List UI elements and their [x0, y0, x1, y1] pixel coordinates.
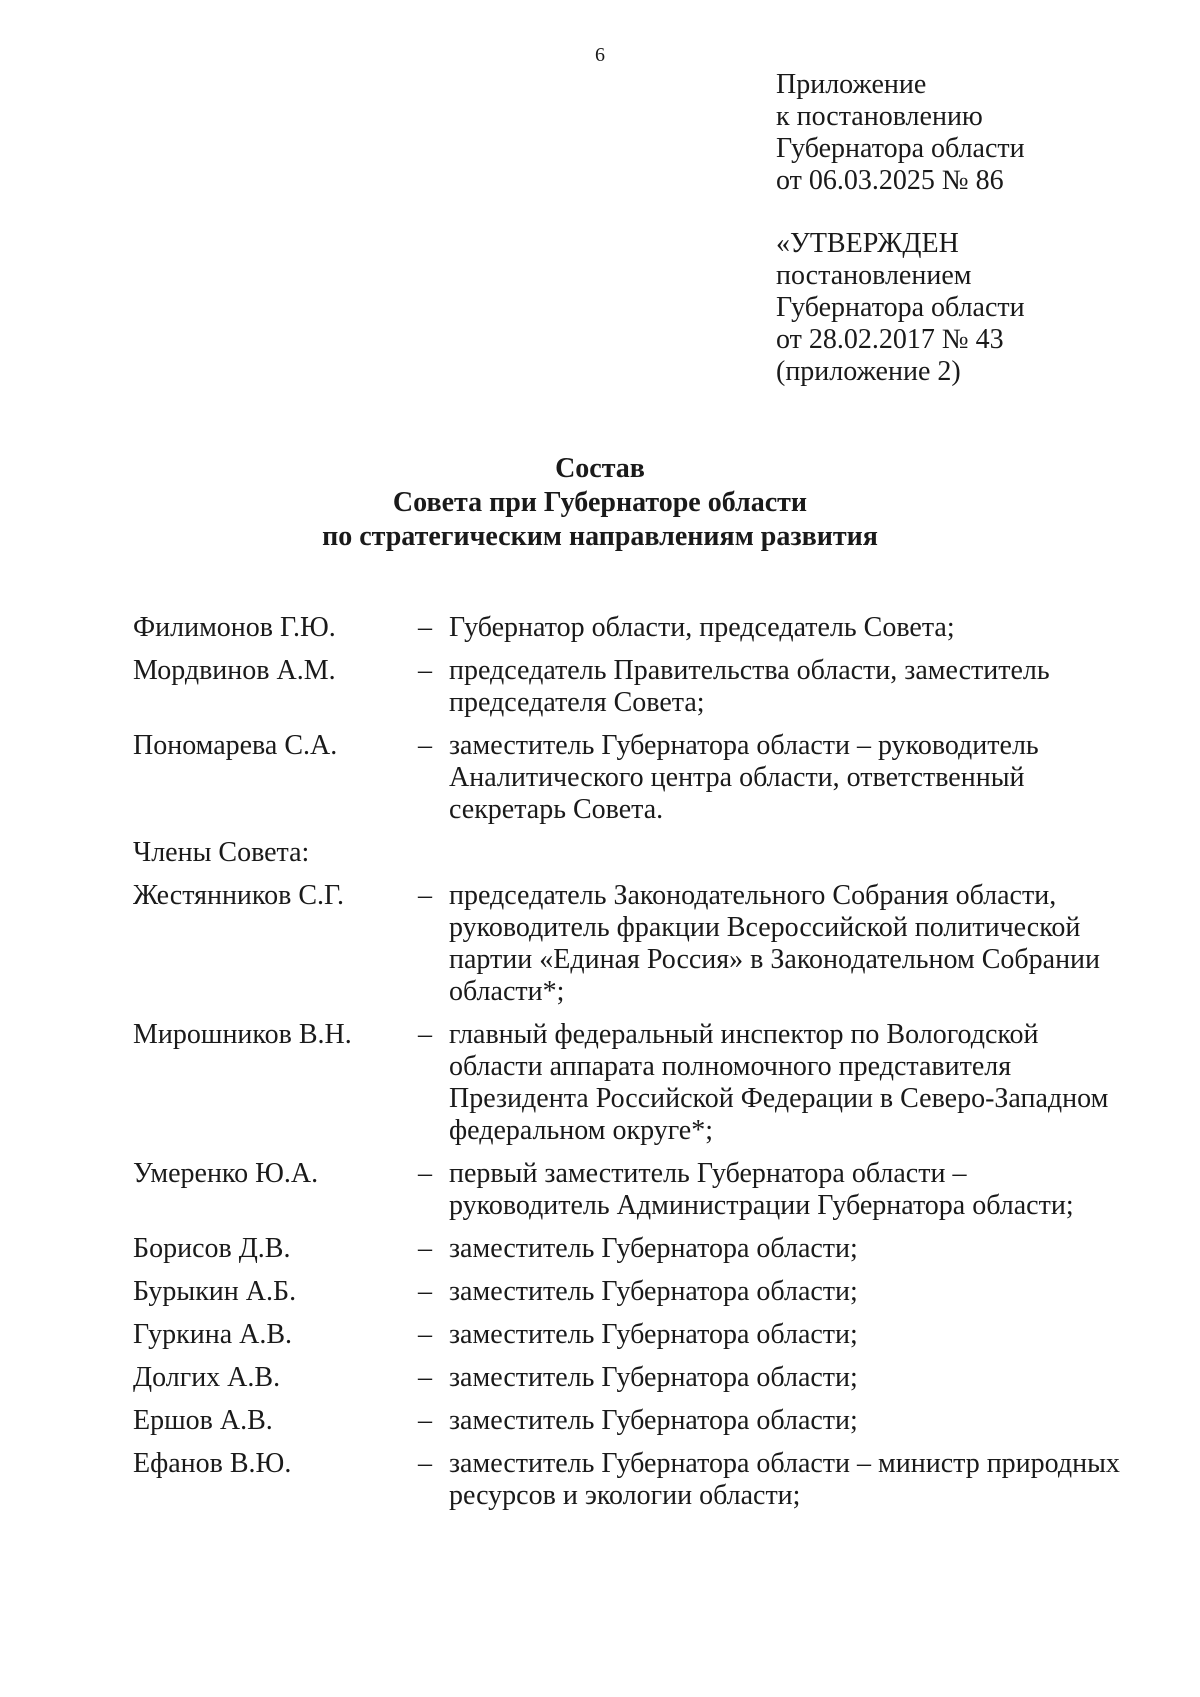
member-name: Бурыкин А.Б.	[133, 1276, 297, 1307]
approval-line: (приложение 2)	[776, 356, 961, 387]
title-line: Состав	[555, 453, 645, 484]
member-role: первый заместитель Губернатора области – руководитель Администрации Губернатора области;	[449, 1158, 1074, 1221]
leadership-list	[133, 612, 1133, 826]
dash-separator: –	[418, 1276, 432, 1307]
approval-line: постановлением	[776, 260, 972, 291]
member-role: заместитель Губернатора области;	[449, 1405, 858, 1436]
approval-header	[776, 228, 1025, 388]
dash-separator: –	[418, 880, 432, 911]
member-role: заместитель Губернатора области;	[449, 1362, 858, 1393]
member-role: заместитель Губернатора области – руководитель Аналитического центра области, ответственный секретарь Совета.	[449, 730, 1039, 825]
dash-separator: –	[418, 1158, 432, 1189]
member-name: Умеренко Ю.А.	[133, 1158, 319, 1189]
member-row	[133, 1319, 1133, 1351]
member-row	[133, 730, 1133, 826]
title-line: по стратегическим направлениям развития	[322, 521, 878, 552]
annex-line: Губернатора области	[776, 133, 1025, 164]
annex-line: к постановлению	[776, 101, 983, 132]
member-row	[133, 1362, 1133, 1394]
member-name: Мордвинов А.М.	[133, 655, 336, 686]
annex-header	[776, 69, 1025, 197]
document-title	[0, 452, 1200, 554]
dash-separator: –	[418, 1448, 432, 1479]
member-role: заместитель Губернатора области;	[449, 1276, 858, 1307]
dash-separator: –	[418, 1233, 432, 1264]
members-label: Члены Совета:	[133, 837, 310, 868]
member-name: Долгих А.В.	[133, 1362, 281, 1393]
member-row	[133, 1276, 1133, 1308]
dash-separator: –	[418, 1019, 432, 1050]
member-name: Пономарева С.А.	[133, 730, 338, 761]
annex-line: Приложение	[776, 69, 927, 100]
member-role: Губернатор области, председатель Совета;	[449, 612, 955, 643]
member-name: Мирошников В.Н.	[133, 1019, 352, 1050]
member-name: Жестянников С.Г.	[133, 880, 345, 911]
approval-line: от 28.02.2017 № 43	[776, 324, 1004, 355]
title-line: Совета при Губернаторе области	[392, 487, 808, 518]
member-row	[133, 1405, 1133, 1437]
member-row	[133, 612, 1133, 644]
page-number: 6	[595, 44, 605, 66]
member-name: Филимонов Г.Ю.	[133, 612, 336, 643]
member-row	[133, 1158, 1133, 1222]
dash-separator: –	[418, 730, 432, 761]
dash-separator: –	[418, 1405, 432, 1436]
member-role: заместитель Губернатора области – министр природных ресурсов и экологии области;	[449, 1448, 1120, 1511]
member-name: Борисов Д.В.	[133, 1233, 291, 1264]
member-role: председатель Правительства области, заместитель председателя Совета;	[449, 655, 1050, 718]
approval-line: Губернатора области	[776, 292, 1025, 323]
member-name: Ершов А.В.	[133, 1405, 273, 1436]
members-list	[133, 880, 1133, 1512]
approval-line: «УТВЕРЖДЕН	[776, 228, 959, 259]
member-name: Ефанов В.Ю.	[133, 1448, 292, 1479]
council-composition	[133, 612, 1133, 1523]
dash-separator: –	[418, 1362, 432, 1393]
member-role: заместитель Губернатора области;	[449, 1319, 858, 1350]
dash-separator: –	[418, 1319, 432, 1350]
member-row	[133, 655, 1133, 719]
annex-line: от 06.03.2025 № 86	[776, 165, 1004, 196]
member-row	[133, 1448, 1133, 1512]
dash-separator: –	[418, 612, 432, 643]
member-row	[133, 1019, 1133, 1147]
member-row	[133, 880, 1133, 1008]
member-role: главный федеральный инспектор по Вологодской области аппарата полномочного представителя Президента Российской Федерации в Северо-Западном федеральном округе*;	[449, 1019, 1109, 1146]
dash-separator: –	[418, 655, 432, 686]
member-row	[133, 1233, 1133, 1265]
member-role: заместитель Губернатора области;	[449, 1233, 858, 1264]
member-name: Гуркина А.В.	[133, 1319, 293, 1350]
member-role: председатель Законодательного Собрания области, руководитель фракции Всероссийской политической партии «Единая Россия» в Законодательном Собрании области*;	[449, 880, 1101, 1007]
